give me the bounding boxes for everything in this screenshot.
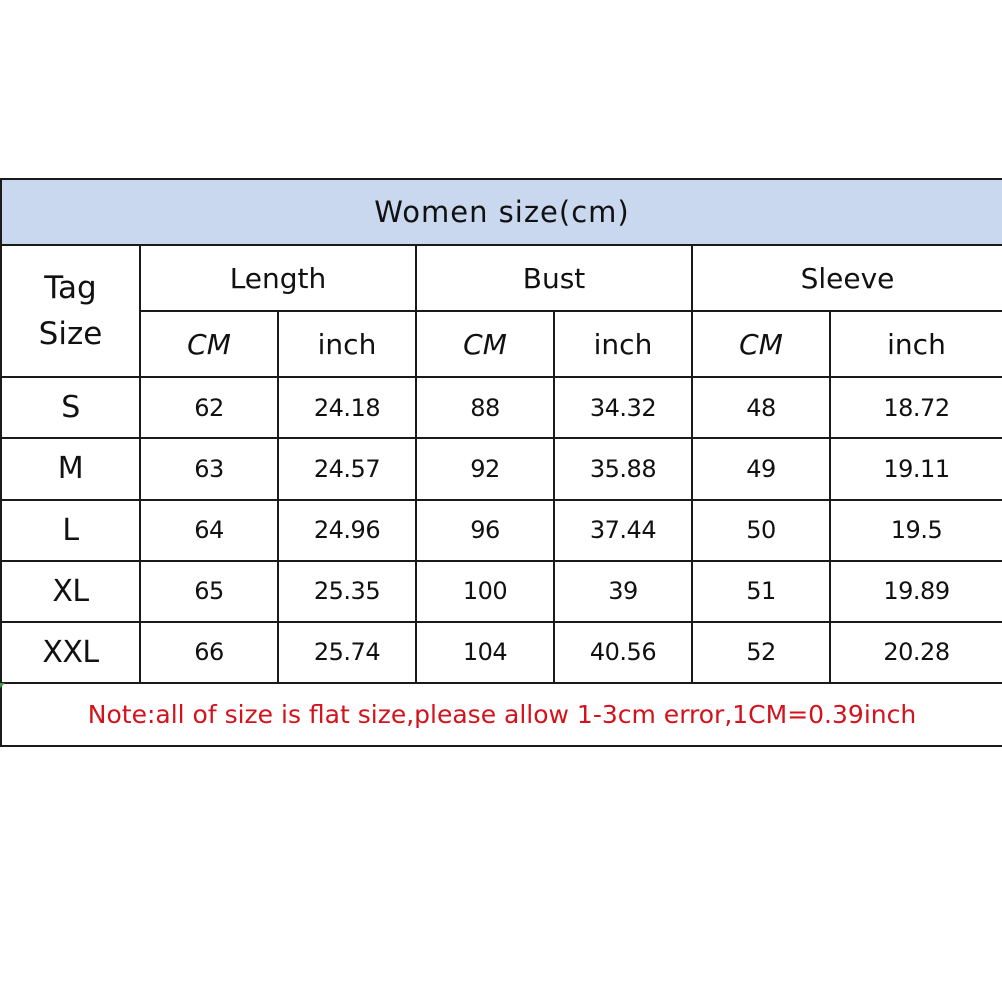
table-row xyxy=(1,377,1002,438)
bust-inch-cell: 35.88 xyxy=(554,438,692,499)
bust-inch-cell: 40.56 xyxy=(554,622,692,683)
sleeve-inch-cell: 18.72 xyxy=(830,377,1002,438)
unit-header-length-cm: CM xyxy=(140,311,278,377)
title-row xyxy=(1,179,1002,245)
unit-header-bust-inch: inch xyxy=(554,311,692,377)
bust-inch-cell: 37.44 xyxy=(554,500,692,561)
group-header-row xyxy=(1,245,1002,311)
sleeve-inch-cell: 19.5 xyxy=(830,500,1002,561)
note-row xyxy=(1,683,1002,746)
tag-size-label-line-2: Size xyxy=(38,316,103,353)
bust-inch-cell: 34.32 xyxy=(554,377,692,438)
sleeve-inch-cell: 19.11 xyxy=(830,438,1002,499)
table-row xyxy=(1,561,1002,622)
length-inch-cell: 24.96 xyxy=(278,500,416,561)
bust-cm-cell: 100 xyxy=(416,561,554,622)
unit-header-length-inch: inch xyxy=(278,311,416,377)
length-inch-cell: 25.35 xyxy=(278,561,416,622)
unit-header-sleeve-inch: inch xyxy=(830,311,1002,377)
sleeve-cm-cell: 49 xyxy=(692,438,830,499)
bust-inch-cell: 39 xyxy=(554,561,692,622)
length-inch-cell: 25.74 xyxy=(278,622,416,683)
length-cm-cell: 63 xyxy=(140,438,278,499)
size-label: M xyxy=(1,438,140,499)
table-title: Women size(cm) xyxy=(1,179,1002,245)
size-note: Note:all of size is flat size,please allow 1-3cm error,1CM=0.39inch xyxy=(1,683,1002,746)
size-label: XL xyxy=(1,561,140,622)
length-cm-cell: 66 xyxy=(140,622,278,683)
bust-cm-cell: 88 xyxy=(416,377,554,438)
length-cm-cell: 64 xyxy=(140,500,278,561)
length-cm-cell: 65 xyxy=(140,561,278,622)
table-row xyxy=(1,622,1002,683)
unit-header-sleeve-cm: CM xyxy=(692,311,830,377)
sleeve-cm-cell: 50 xyxy=(692,500,830,561)
tag-size-header xyxy=(1,245,140,377)
group-header-sleeve: Sleeve xyxy=(692,245,1002,311)
length-cm-cell: 62 xyxy=(140,377,278,438)
length-inch-cell: 24.18 xyxy=(278,377,416,438)
table-row xyxy=(1,438,1002,499)
size-label: XXL xyxy=(1,622,140,683)
sleeve-inch-cell: 20.28 xyxy=(830,622,1002,683)
group-header-length: Length xyxy=(140,245,416,311)
unit-header-bust-cm: CM xyxy=(416,311,554,377)
unit-header-row xyxy=(1,311,1002,377)
length-inch-cell: 24.57 xyxy=(278,438,416,499)
sleeve-cm-cell: 48 xyxy=(692,377,830,438)
size-chart-table xyxy=(0,178,1002,747)
group-header-bust: Bust xyxy=(416,245,692,311)
bust-cm-cell: 96 xyxy=(416,500,554,561)
sleeve-cm-cell: 52 xyxy=(692,622,830,683)
tag-size-label-line-1: Tag xyxy=(44,270,97,307)
size-label: L xyxy=(1,500,140,561)
bust-cm-cell: 104 xyxy=(416,622,554,683)
table-row xyxy=(1,500,1002,561)
sleeve-cm-cell: 51 xyxy=(692,561,830,622)
corner-marker xyxy=(0,683,5,688)
size-label: S xyxy=(1,377,140,438)
sleeve-inch-cell: 19.89 xyxy=(830,561,1002,622)
bust-cm-cell: 92 xyxy=(416,438,554,499)
